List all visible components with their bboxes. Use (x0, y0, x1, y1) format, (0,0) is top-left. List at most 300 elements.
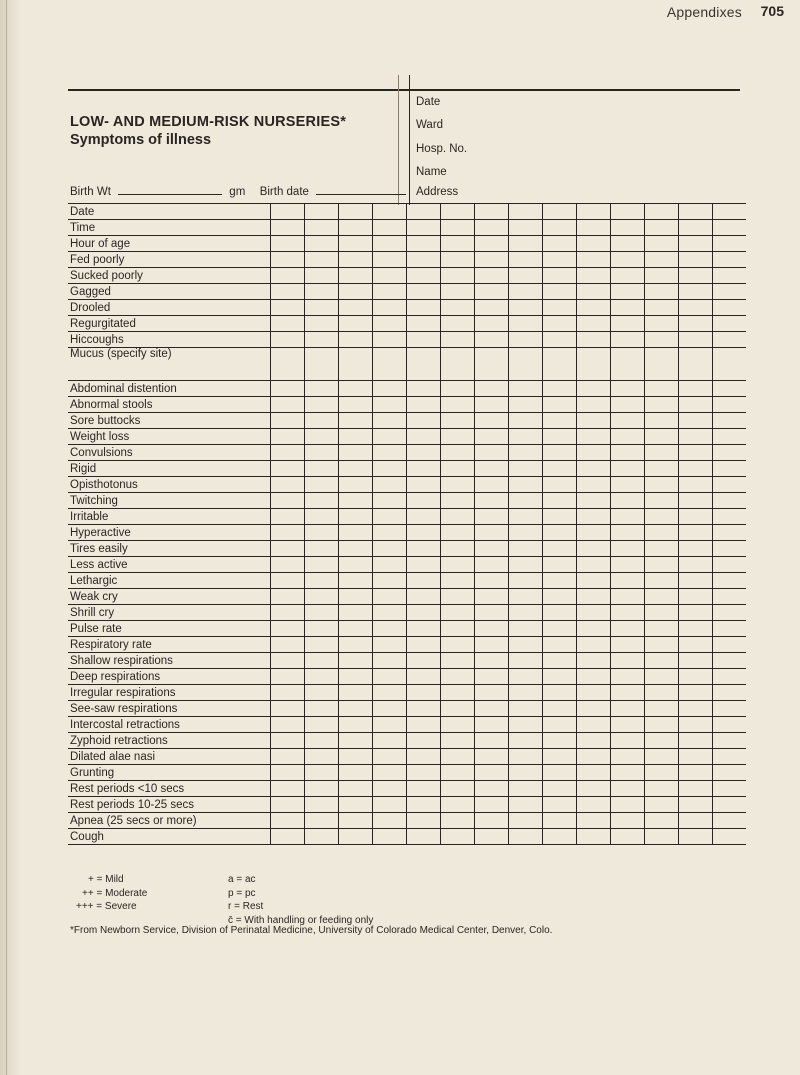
entry-cell[interactable] (305, 653, 339, 669)
entry-cell[interactable] (713, 348, 747, 381)
entry-cell[interactable] (509, 589, 543, 605)
entry-cell[interactable] (509, 813, 543, 829)
entry-cell[interactable] (611, 381, 645, 397)
entry-cell[interactable] (679, 669, 713, 685)
entry-cell[interactable] (611, 765, 645, 781)
entry-cell[interactable] (305, 701, 339, 717)
entry-cell[interactable] (679, 413, 713, 429)
entry-cell[interactable] (611, 733, 645, 749)
entry-cell[interactable] (407, 813, 441, 829)
entry-cell[interactable] (679, 381, 713, 397)
entry-cell[interactable] (611, 445, 645, 461)
entry-cell[interactable] (407, 685, 441, 701)
entry-cell[interactable] (441, 413, 475, 429)
entry-cell[interactable] (407, 573, 441, 589)
entry-cell[interactable] (577, 829, 611, 845)
entry-cell[interactable] (713, 605, 747, 621)
entry-cell[interactable] (271, 236, 305, 252)
entry-cell[interactable] (407, 589, 441, 605)
entry-cell[interactable] (305, 605, 339, 621)
entry-cell[interactable] (441, 509, 475, 525)
entry-cell[interactable] (713, 541, 747, 557)
entry-cell[interactable] (509, 765, 543, 781)
entry-cell[interactable] (543, 781, 577, 797)
entry-cell[interactable] (441, 397, 475, 413)
entry-cell[interactable] (407, 765, 441, 781)
entry-cell[interactable] (713, 332, 747, 348)
entry-cell[interactable] (339, 316, 373, 332)
entry-cell[interactable] (577, 300, 611, 316)
entry-cell[interactable] (577, 348, 611, 381)
entry-cell[interactable] (679, 797, 713, 813)
entry-cell[interactable] (373, 557, 407, 573)
entry-cell[interactable] (713, 829, 747, 845)
entry-cell[interactable] (543, 765, 577, 781)
entry-cell[interactable] (441, 829, 475, 845)
entry-cell[interactable] (611, 829, 645, 845)
entry-cell[interactable] (509, 461, 543, 477)
entry-cell[interactable] (441, 669, 475, 685)
entry-cell[interactable] (611, 589, 645, 605)
entry-cell[interactable] (339, 589, 373, 605)
entry-cell[interactable] (645, 332, 679, 348)
entry-cell[interactable] (611, 348, 645, 381)
entry-cell[interactable] (475, 332, 509, 348)
entry-cell[interactable] (475, 445, 509, 461)
entry-cell[interactable] (645, 252, 679, 268)
entry-cell[interactable] (373, 397, 407, 413)
entry-cell[interactable] (543, 813, 577, 829)
entry-cell[interactable] (339, 557, 373, 573)
entry-cell[interactable] (271, 765, 305, 781)
entry-cell[interactable] (441, 557, 475, 573)
entry-cell[interactable] (475, 252, 509, 268)
entry-cell[interactable] (475, 765, 509, 781)
entry-cell[interactable] (611, 653, 645, 669)
entry-cell[interactable] (645, 733, 679, 749)
entry-cell[interactable] (407, 829, 441, 845)
entry-cell[interactable] (271, 252, 305, 268)
entry-cell[interactable] (305, 765, 339, 781)
entry-cell[interactable] (679, 765, 713, 781)
entry-cell[interactable] (271, 461, 305, 477)
entry-cell[interactable] (441, 493, 475, 509)
entry-cell[interactable] (305, 525, 339, 541)
entry-cell[interactable] (713, 509, 747, 525)
entry-cell[interactable] (543, 541, 577, 557)
entry-cell[interactable] (577, 637, 611, 653)
entry-cell[interactable] (305, 413, 339, 429)
entry-cell[interactable] (577, 605, 611, 621)
entry-cell[interactable] (475, 733, 509, 749)
entry-cell[interactable] (713, 717, 747, 733)
entry-cell[interactable] (271, 429, 305, 445)
entry-cell[interactable] (271, 589, 305, 605)
entry-cell[interactable] (475, 525, 509, 541)
entry-cell[interactable] (271, 557, 305, 573)
entry-cell[interactable] (509, 332, 543, 348)
entry-cell[interactable] (407, 316, 441, 332)
entry-cell[interactable] (407, 733, 441, 749)
entry-cell[interactable] (339, 204, 373, 220)
entry-cell[interactable] (679, 252, 713, 268)
entry-cell[interactable] (475, 685, 509, 701)
entry-cell[interactable] (407, 781, 441, 797)
entry-cell[interactable] (475, 461, 509, 477)
entry-cell[interactable] (509, 733, 543, 749)
entry-cell[interactable] (305, 445, 339, 461)
entry-cell[interactable] (373, 381, 407, 397)
entry-cell[interactable] (509, 605, 543, 621)
entry-cell[interactable] (271, 541, 305, 557)
entry-cell[interactable] (305, 733, 339, 749)
entry-cell[interactable] (645, 765, 679, 781)
entry-cell[interactable] (407, 653, 441, 669)
entry-cell[interactable] (475, 813, 509, 829)
id-field-address[interactable]: Address (416, 186, 459, 198)
entry-cell[interactable] (339, 252, 373, 268)
entry-cell[interactable] (271, 605, 305, 621)
entry-cell[interactable] (475, 300, 509, 316)
entry-cell[interactable] (577, 332, 611, 348)
entry-cell[interactable] (475, 397, 509, 413)
entry-cell[interactable] (679, 204, 713, 220)
entry-cell[interactable] (713, 637, 747, 653)
entry-cell[interactable] (407, 220, 441, 236)
entry-cell[interactable] (339, 701, 373, 717)
entry-cell[interactable] (407, 445, 441, 461)
entry-cell[interactable] (713, 557, 747, 573)
entry-cell[interactable] (577, 284, 611, 300)
id-field-date[interactable]: Date (416, 96, 441, 108)
entry-cell[interactable] (645, 557, 679, 573)
entry-cell[interactable] (373, 653, 407, 669)
entry-cell[interactable] (543, 573, 577, 589)
entry-cell[interactable] (407, 797, 441, 813)
entry-cell[interactable] (713, 573, 747, 589)
entry-cell[interactable] (611, 284, 645, 300)
entry-cell[interactable] (509, 781, 543, 797)
entry-cell[interactable] (407, 701, 441, 717)
entry-cell[interactable] (543, 236, 577, 252)
entry-cell[interactable] (543, 509, 577, 525)
entry-cell[interactable] (543, 685, 577, 701)
entry-cell[interactable] (339, 829, 373, 845)
entry-cell[interactable] (645, 525, 679, 541)
entry-cell[interactable] (475, 557, 509, 573)
entry-cell[interactable] (679, 749, 713, 765)
entry-cell[interactable] (611, 557, 645, 573)
entry-cell[interactable] (679, 557, 713, 573)
entry-cell[interactable] (441, 445, 475, 461)
entry-cell[interactable] (339, 525, 373, 541)
entry-cell[interactable] (339, 653, 373, 669)
entry-cell[interactable] (271, 493, 305, 509)
entry-cell[interactable] (271, 284, 305, 300)
entry-cell[interactable] (441, 525, 475, 541)
entry-cell[interactable] (713, 268, 747, 284)
entry-cell[interactable] (305, 316, 339, 332)
entry-cell[interactable] (679, 685, 713, 701)
entry-cell[interactable] (339, 268, 373, 284)
entry-cell[interactable] (407, 493, 441, 509)
entry-cell[interactable] (271, 268, 305, 284)
entry-cell[interactable] (645, 348, 679, 381)
entry-cell[interactable] (339, 445, 373, 461)
entry-cell[interactable] (305, 797, 339, 813)
entry-cell[interactable] (305, 749, 339, 765)
entry-cell[interactable] (509, 749, 543, 765)
entry-cell[interactable] (339, 429, 373, 445)
entry-cell[interactable] (339, 284, 373, 300)
entry-cell[interactable] (407, 413, 441, 429)
entry-cell[interactable] (271, 669, 305, 685)
entry-cell[interactable] (509, 236, 543, 252)
entry-cell[interactable] (577, 381, 611, 397)
entry-cell[interactable] (645, 509, 679, 525)
entry-cell[interactable] (373, 605, 407, 621)
entry-cell[interactable] (509, 381, 543, 397)
entry-cell[interactable] (305, 332, 339, 348)
entry-cell[interactable] (645, 413, 679, 429)
entry-cell[interactable] (441, 300, 475, 316)
entry-cell[interactable] (305, 781, 339, 797)
entry-cell[interactable] (645, 461, 679, 477)
entry-cell[interactable] (509, 621, 543, 637)
entry-cell[interactable] (577, 397, 611, 413)
entry-cell[interactable] (441, 477, 475, 493)
entry-cell[interactable] (679, 573, 713, 589)
entry-cell[interactable] (679, 781, 713, 797)
entry-cell[interactable] (645, 429, 679, 445)
entry-cell[interactable] (645, 781, 679, 797)
entry-cell[interactable] (271, 220, 305, 236)
entry-cell[interactable] (509, 557, 543, 573)
entry-cell[interactable] (407, 557, 441, 573)
entry-cell[interactable] (339, 493, 373, 509)
entry-cell[interactable] (373, 669, 407, 685)
entry-cell[interactable] (339, 413, 373, 429)
entry-cell[interactable] (543, 589, 577, 605)
entry-cell[interactable] (543, 701, 577, 717)
entry-cell[interactable] (271, 797, 305, 813)
entry-cell[interactable] (339, 765, 373, 781)
entry-cell[interactable] (509, 284, 543, 300)
entry-cell[interactable] (679, 220, 713, 236)
entry-cell[interactable] (373, 733, 407, 749)
entry-cell[interactable] (713, 653, 747, 669)
entry-cell[interactable] (305, 236, 339, 252)
entry-cell[interactable] (373, 541, 407, 557)
entry-cell[interactable] (577, 781, 611, 797)
entry-cell[interactable] (339, 797, 373, 813)
entry-cell[interactable] (407, 348, 441, 381)
entry-cell[interactable] (407, 381, 441, 397)
entry-cell[interactable] (577, 557, 611, 573)
entry-cell[interactable] (679, 813, 713, 829)
entry-cell[interactable] (611, 300, 645, 316)
entry-cell[interactable] (373, 300, 407, 316)
entry-cell[interactable] (373, 220, 407, 236)
entry-cell[interactable] (679, 397, 713, 413)
entry-cell[interactable] (305, 348, 339, 381)
entry-cell[interactable] (713, 621, 747, 637)
entry-cell[interactable] (611, 493, 645, 509)
entry-cell[interactable] (611, 477, 645, 493)
entry-cell[interactable] (271, 685, 305, 701)
entry-cell[interactable] (713, 445, 747, 461)
entry-cell[interactable] (271, 204, 305, 220)
entry-cell[interactable] (645, 236, 679, 252)
entry-cell[interactable] (679, 525, 713, 541)
entry-cell[interactable] (679, 653, 713, 669)
entry-cell[interactable] (509, 685, 543, 701)
entry-cell[interactable] (577, 797, 611, 813)
entry-cell[interactable] (305, 509, 339, 525)
entry-cell[interactable] (271, 397, 305, 413)
entry-cell[interactable] (475, 669, 509, 685)
entry-cell[interactable] (373, 413, 407, 429)
entry-cell[interactable] (305, 284, 339, 300)
entry-cell[interactable] (645, 701, 679, 717)
entry-cell[interactable] (407, 284, 441, 300)
entry-cell[interactable] (407, 252, 441, 268)
entry-cell[interactable] (373, 829, 407, 845)
entry-cell[interactable] (373, 284, 407, 300)
entry-cell[interactable] (305, 493, 339, 509)
entry-cell[interactable] (713, 316, 747, 332)
entry-cell[interactable] (475, 268, 509, 284)
entry-cell[interactable] (577, 493, 611, 509)
entry-cell[interactable] (645, 445, 679, 461)
entry-cell[interactable] (339, 348, 373, 381)
entry-cell[interactable] (271, 573, 305, 589)
entry-cell[interactable] (645, 204, 679, 220)
entry-cell[interactable] (645, 268, 679, 284)
entry-cell[interactable] (679, 268, 713, 284)
entry-cell[interactable] (407, 509, 441, 525)
entry-cell[interactable] (543, 477, 577, 493)
entry-cell[interactable] (373, 589, 407, 605)
entry-cell[interactable] (577, 621, 611, 637)
entry-cell[interactable] (611, 509, 645, 525)
entry-cell[interactable] (305, 685, 339, 701)
entry-cell[interactable] (373, 701, 407, 717)
entry-cell[interactable] (543, 445, 577, 461)
entry-cell[interactable] (713, 413, 747, 429)
entry-cell[interactable] (475, 637, 509, 653)
entry-cell[interactable] (441, 252, 475, 268)
entry-cell[interactable] (407, 525, 441, 541)
entry-cell[interactable] (407, 749, 441, 765)
entry-cell[interactable] (441, 653, 475, 669)
entry-cell[interactable] (611, 525, 645, 541)
entry-cell[interactable] (339, 397, 373, 413)
entry-cell[interactable] (441, 316, 475, 332)
entry-cell[interactable] (577, 204, 611, 220)
entry-cell[interactable] (509, 669, 543, 685)
entry-cell[interactable] (475, 348, 509, 381)
entry-cell[interactable] (509, 493, 543, 509)
entry-cell[interactable] (475, 477, 509, 493)
entry-cell[interactable] (373, 813, 407, 829)
entry-cell[interactable] (645, 300, 679, 316)
entry-cell[interactable] (441, 381, 475, 397)
entry-cell[interactable] (645, 605, 679, 621)
entry-cell[interactable] (305, 429, 339, 445)
entry-cell[interactable] (645, 749, 679, 765)
entry-cell[interactable] (441, 765, 475, 781)
entry-cell[interactable] (475, 749, 509, 765)
entry-cell[interactable] (271, 332, 305, 348)
entry-cell[interactable] (679, 461, 713, 477)
entry-cell[interactable] (543, 381, 577, 397)
entry-cell[interactable] (305, 589, 339, 605)
entry-cell[interactable] (339, 669, 373, 685)
entry-cell[interactable] (305, 541, 339, 557)
entry-cell[interactable] (611, 397, 645, 413)
entry-cell[interactable] (543, 605, 577, 621)
entry-cell[interactable] (679, 300, 713, 316)
entry-cell[interactable] (611, 541, 645, 557)
entry-cell[interactable] (407, 332, 441, 348)
entry-cell[interactable] (679, 717, 713, 733)
entry-cell[interactable] (475, 573, 509, 589)
entry-cell[interactable] (679, 829, 713, 845)
entry-cell[interactable] (543, 300, 577, 316)
entry-cell[interactable] (407, 605, 441, 621)
entry-cell[interactable] (543, 332, 577, 348)
entry-cell[interactable] (645, 541, 679, 557)
entry-cell[interactable] (305, 557, 339, 573)
entry-cell[interactable] (305, 637, 339, 653)
entry-cell[interactable] (611, 204, 645, 220)
entry-cell[interactable] (611, 781, 645, 797)
entry-cell[interactable] (271, 413, 305, 429)
entry-cell[interactable] (441, 797, 475, 813)
entry-cell[interactable] (509, 316, 543, 332)
entry-cell[interactable] (339, 332, 373, 348)
entry-cell[interactable] (577, 268, 611, 284)
entry-cell[interactable] (577, 413, 611, 429)
entry-cell[interactable] (407, 637, 441, 653)
entry-cell[interactable] (373, 348, 407, 381)
entry-cell[interactable] (645, 669, 679, 685)
id-field-ward[interactable]: Ward (416, 119, 444, 131)
entry-cell[interactable] (339, 541, 373, 557)
entry-cell[interactable] (577, 765, 611, 781)
entry-cell[interactable] (305, 220, 339, 236)
entry-cell[interactable] (679, 429, 713, 445)
entry-cell[interactable] (577, 509, 611, 525)
entry-cell[interactable] (611, 429, 645, 445)
entry-cell[interactable] (475, 701, 509, 717)
entry-cell[interactable] (441, 685, 475, 701)
entry-cell[interactable] (577, 477, 611, 493)
entry-cell[interactable] (611, 701, 645, 717)
entry-cell[interactable] (679, 589, 713, 605)
entry-cell[interactable] (407, 397, 441, 413)
entry-cell[interactable] (713, 429, 747, 445)
entry-cell[interactable] (543, 252, 577, 268)
entry-cell[interactable] (543, 493, 577, 509)
entry-cell[interactable] (441, 429, 475, 445)
entry-cell[interactable] (271, 316, 305, 332)
entry-cell[interactable] (611, 268, 645, 284)
entry-cell[interactable] (271, 445, 305, 461)
entry-cell[interactable] (339, 477, 373, 493)
entry-cell[interactable] (509, 541, 543, 557)
